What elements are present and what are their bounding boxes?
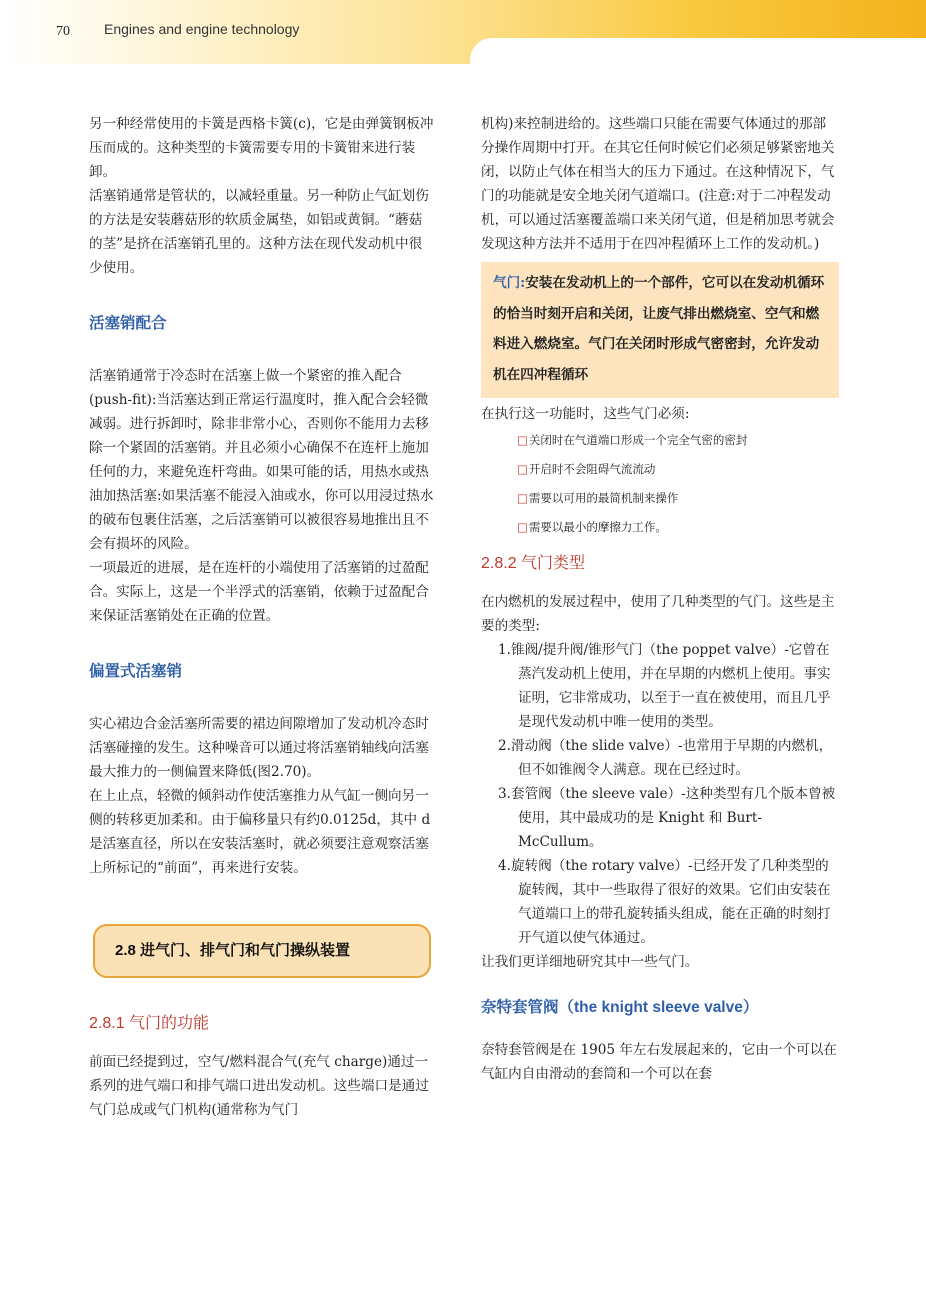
list-item: 3.套管阀（the sleeve vale）-这种类型有几个版本曾被使用，其中最成功的是 Knight 和 Burt-McCullum。 xyxy=(498,786,836,850)
checklist-item: □ 关闭时在气道端口形成一个完全气密的密封 xyxy=(517,426,839,455)
paragraph: 机构)来控制进给的。这些端口只能在需要气体通过的那部分操作周期中打开。在其它任何时候它们必须足够紧密地关闭，以防止气体在相当大的压力下通过。在这种情况下，气门的功能就是安全地关闭气道端口。(注意:对于二冲程发动机，可以通过活塞覆盖端口来关闭气道，但是稍加思考就会发现这种方法并不适用于在四冲程循环上工作的发动机。) xyxy=(481,116,835,252)
section-heading-pin-fit: 活塞销配合 xyxy=(89,315,167,332)
list-item: 2.滑动阀（the slide valve）-也常用于早期的内燃机，但不如锥阀令人满意。现在已经过时。 xyxy=(498,738,833,778)
paragraph: 在内燃机的发展过程中，使用了几种类型的气门。这些是主要的类型: xyxy=(481,594,835,634)
paragraph: 实心裙边合金活塞所需要的裙边间隙增加了发动机冷态时活塞碰撞的发生。这种噪音可以通过将活塞销轴线向活塞最大推力的一侧偏置来降低(图2.70)。 xyxy=(89,716,429,780)
paragraph: 奈特套管阀是在 1905 年左右发展起来的，它由一个可以在气缸内自由滑动的套筒和一个可以在套 xyxy=(481,1042,837,1082)
definition-text: 安装在发动机上的一个部件，它可以在发动机循环的恰当时刻开启和关闭，让废气排出燃烧室、空气和燃料进入燃烧室。气门在关闭时形成气密密封，允许发动机在四冲程循环 xyxy=(493,275,825,383)
paragraph: 前面已经提到过，空气/燃料混合气(充气 charge)通过一系列的进气端口和排气端口进出发动机。这些端口是通过气门总成或气门机构(通常称为气门 xyxy=(89,1054,429,1118)
definition-box xyxy=(481,262,839,398)
section-heading-offset-pin: 偏置式活塞销 xyxy=(89,663,183,680)
paragraph: 活塞销通常是管状的，以减轻重量。另一种防止气缸划伤的方法是安装蘑菇形的软质金属垫，如铝或黄铜。“蘑菇的茎”是挤在活塞销孔里的。这种方法在现代发动机中很少使用。 xyxy=(89,188,429,276)
right-column xyxy=(481,112,839,1086)
paragraph: 在上止点，轻微的倾斜动作使活塞推力从气缸一侧向另一侧的转移更加柔和。由于偏移量只有约0.0125d，其中 d 是活塞直径，所以在安装活塞时，就必须要注意观察活塞上所标记的“前面”，再来进行安装。 xyxy=(89,788,431,876)
definition-term: 气门: xyxy=(493,275,526,291)
paragraph: 让我们更详细地研究其中一些气门。 xyxy=(481,954,699,970)
requirements-checklist xyxy=(481,426,839,542)
checklist-item: □ 需要以可用的最简机制来操作 xyxy=(517,484,839,513)
paragraph: 在执行这一功能时，这些气门必须: xyxy=(481,406,690,422)
section-heading-knight-sleeve: 奈特套管阀（the knight sleeve valve） xyxy=(481,999,759,1016)
page-number: 70 xyxy=(56,24,70,39)
subsection-heading-2-8-1: 2.8.1 气门的功能 xyxy=(89,1015,210,1032)
subsection-heading-2-8-2: 2.8.2 气门类型 xyxy=(481,555,586,572)
paragraph: 活塞销通常于冷态时在活塞上做一个紧密的推入配合(push-fit):当活塞达到正常运行温度时，推入配合会轻微减弱。进行拆卸时，除非非常小心，否则你不能用力去移除一个紧固的活塞销。并且必须小心确保不在连杆上施加任何的力，来避免连杆弯曲。如果可能的话，用热水或热油加热活塞:如果活塞不能浸入油或水，你可以用浸过热水的破布包裹住活塞，之后活塞销可以被很容易地推出且不会有损坏的风险。 xyxy=(89,368,434,552)
checklist-item: □ 开启时不会阻碍气流流动 xyxy=(517,455,839,484)
chapter-heading-box: 2.8 进气门、排气门和气门操纵装置 xyxy=(93,924,431,978)
left-column xyxy=(89,112,434,1122)
valve-types-list xyxy=(481,638,839,950)
list-item: 4.旋转阀（the rotary valve）-已经开发了几种类型的旋转阀，其中一些取得了很好的效果。它们由安装在气道端口上的带孔旋转插头组成，能在正确的时刻打开气道以使气体通过。 xyxy=(498,858,831,946)
paragraph: 另一种经常使用的卡簧是西格卡簧(c)，它是由弹簧钢板冲压而成的。这种类型的卡簧需要专用的卡簧钳来进行装卸。 xyxy=(89,116,434,180)
paragraph: 一项最近的进展，是在连杆的小端使用了活塞销的过盈配合。实际上，这是一个半浮式的活塞销，依赖于过盈配合来保证活塞销处在正确的位置。 xyxy=(89,560,429,624)
checklist-item: □ 需要以最小的摩擦力工作。 xyxy=(517,513,839,542)
list-item: 1.锥阀/提升阀/锥形气门（the poppet valve）-它曾在蒸汽发动机上使用，并在早期的内燃机上使用。事实证明，它非常成功，以至于一直在被使用，而且几乎是现代发动机中唯一使用的类型。 xyxy=(498,642,831,730)
running-head: Engines and engine technology xyxy=(104,21,300,37)
